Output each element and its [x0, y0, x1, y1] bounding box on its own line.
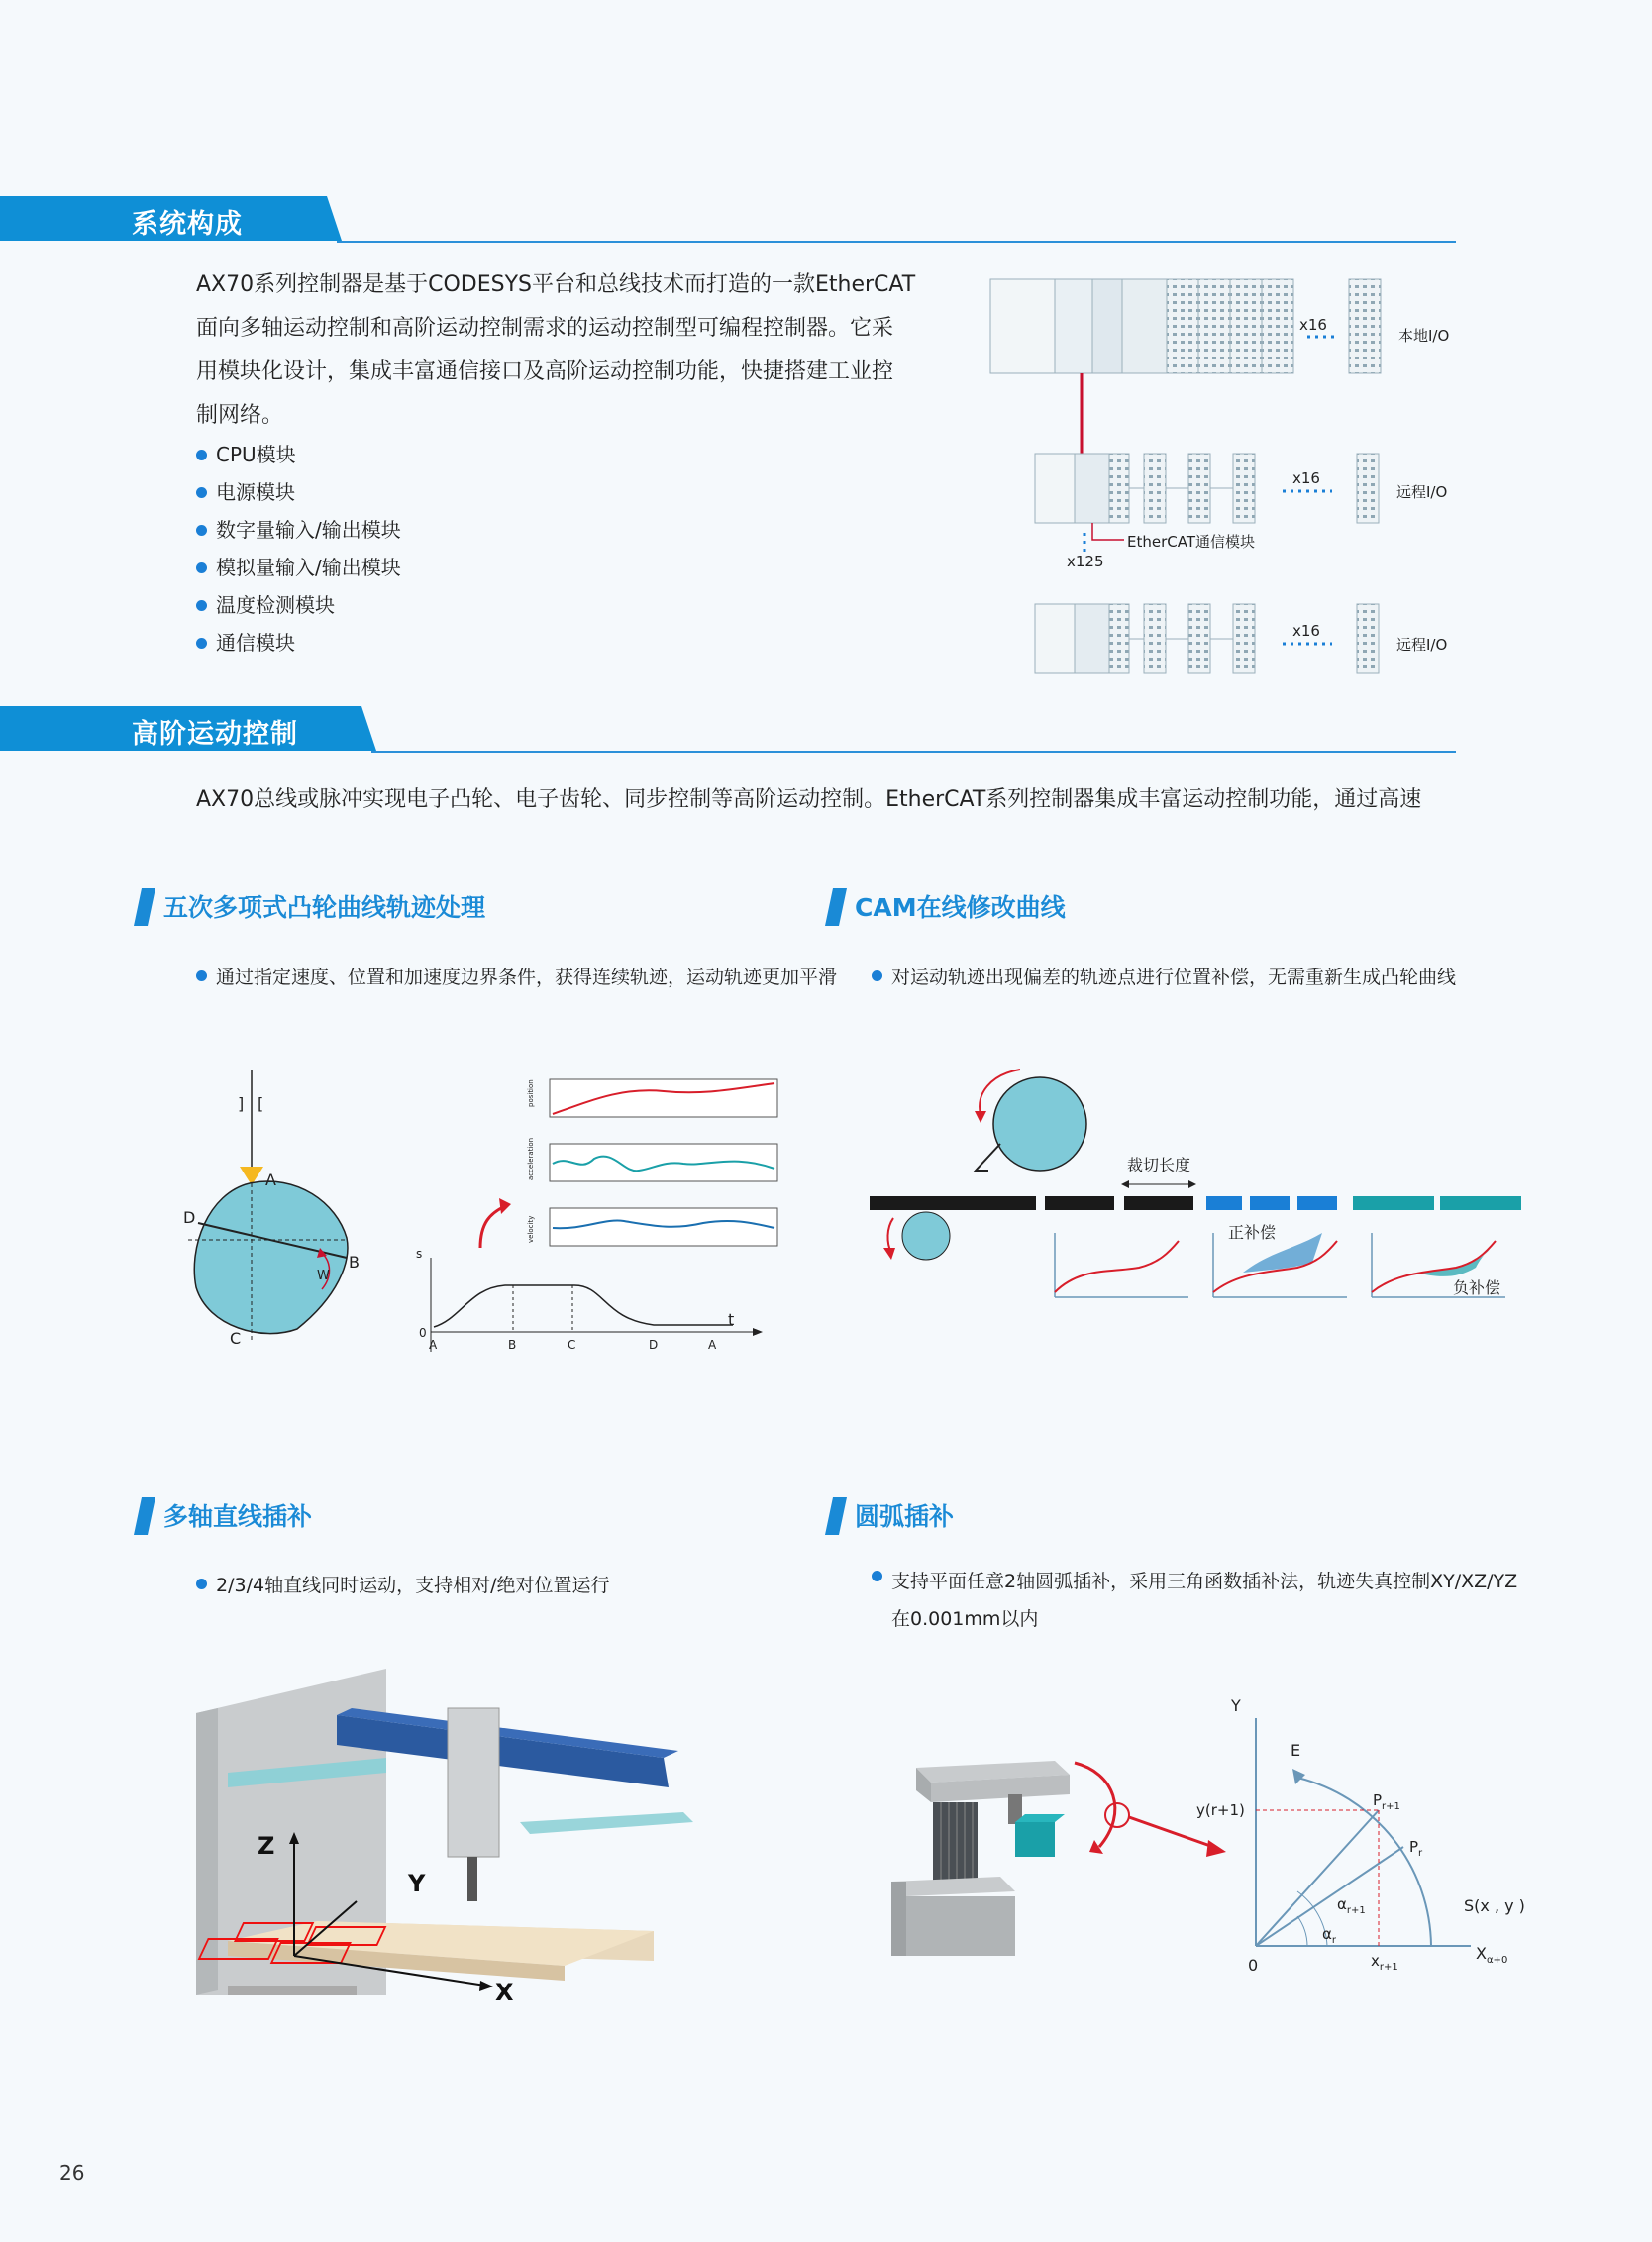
svg-text:position: position — [527, 1079, 535, 1107]
svg-text:A: A — [708, 1338, 717, 1352]
graph-positive — [1213, 1223, 1347, 1297]
local-io-label: 本地I/O — [1398, 327, 1450, 345]
system-diagram — [981, 267, 1496, 683]
svg-text:B: B — [349, 1253, 360, 1272]
svg-text:A: A — [265, 1171, 276, 1189]
para-line: AX70系列控制器是基于CODESYS平台和总线技术而打造的一款EtherCAT — [196, 272, 916, 297]
para-line: 用模块化设计，集成丰富通信接口及高阶运动控制功能，快捷搭建工业控 — [196, 359, 894, 384]
cut-length-label: 裁切长度 — [1127, 1156, 1191, 1174]
svg-text:B: B — [508, 1338, 517, 1352]
svg-text:xr+1: $x_{r+1}$ — [1371, 1952, 1398, 1973]
list-item: 模拟量输入/输出模块 — [196, 549, 401, 586]
graph-negative — [1372, 1233, 1505, 1297]
svg-text:velocity: velocity — [527, 1215, 535, 1243]
roller-top — [993, 1077, 1086, 1171]
linear-bullet: 2/3/4轴直线同时运动，支持相对/绝对位置运行 — [196, 1571, 609, 1597]
section-bar-system — [0, 196, 1456, 246]
svg-text:W: W — [317, 1269, 330, 1283]
arc-bullet — [872, 1563, 1517, 1638]
svg-text:D: D — [649, 1338, 659, 1352]
svg-text:D: D — [183, 1208, 196, 1227]
remote-rack-2 — [1035, 604, 1379, 673]
svg-text:0: 0 — [419, 1326, 427, 1340]
cam-poly-bullet: 通过指定速度、位置和加速度边界条件，获得连续轨迹，运动轨迹更加平滑 — [196, 963, 837, 989]
svg-text:X: X — [495, 1979, 514, 2006]
svg-text:Z: Z — [258, 1832, 275, 1860]
cam-online-figure — [862, 1060, 1525, 1327]
remote-io-label: 远程I/O — [1396, 483, 1448, 501]
velocity-plot — [527, 1208, 777, 1246]
subhead-title: 圆弧插补 — [855, 1502, 955, 1531]
list-item: 数字量输入/输出模块 — [196, 511, 401, 549]
list-item: 温度检测模块 — [196, 586, 401, 624]
svg-text:Pr+1: $P_{r+1}$ — [1373, 1791, 1400, 1812]
para-line: 制网络。 — [196, 403, 284, 428]
svg-text:Pr: $P_r$ — [1409, 1838, 1423, 1859]
svg-text:αr+1: $\alpha_{r+1}$ — [1337, 1895, 1366, 1916]
svg-text:Y: Y — [408, 1870, 426, 1897]
ethercat-label: EtherCAT通信模块 — [1127, 533, 1255, 551]
svg-text:t: t — [728, 1310, 735, 1329]
svg-text:C: C — [230, 1329, 242, 1348]
slash-icon — [134, 1497, 155, 1535]
para-line: 面向多轴运动控制和高阶运动控制需求的运动控制型可编程控制器。它采 — [196, 316, 894, 341]
svg-text:S(x , y ): S(x , y ) — [1464, 1896, 1525, 1915]
roller-bottom — [902, 1212, 950, 1260]
svg-text:E: E — [1291, 1741, 1301, 1760]
neg-comp-label: 负补偿 — [1453, 1278, 1501, 1297]
remote-rack-1 — [1035, 454, 1379, 523]
module-list — [196, 436, 401, 662]
list-item: 电源模块 — [196, 473, 401, 511]
svg-text:y(r+1): y(r+1) — [1196, 1801, 1245, 1819]
svg-text:C: C — [568, 1338, 576, 1352]
section-title: 高阶运动控制 — [132, 719, 298, 750]
svg-text:[: [ — [258, 1094, 264, 1113]
arc-bullet-line: 支持平面任意2轴圆弧插补，采用三角函数插补法，轨迹失真控制XY/XZ/YZ — [891, 1571, 1518, 1592]
cam-poly-figure — [178, 1060, 802, 1357]
cam-shape — [194, 1181, 348, 1334]
x16-label: x16 — [1292, 622, 1320, 640]
slash-icon — [825, 888, 847, 926]
system-paragraph — [196, 263, 949, 438]
linear-figure — [188, 1664, 723, 2010]
svg-text:Xα+0: $X_{\alpha+0}$ — [1476, 1944, 1508, 1966]
subhead-title: CAM在线修改曲线 — [855, 893, 1066, 922]
graph-original — [1055, 1233, 1188, 1297]
list-item: 通信模块 — [196, 624, 401, 662]
motion-intro: AX70总线或脉冲实现电子凸轮、电子齿轮、同步控制等高阶运动控制。EtherCAT系列控制器集成丰富运动控制功能，通过高速 — [196, 787, 1422, 812]
section-bar-motion — [0, 706, 1456, 756]
cam-online-bullet: 对运动轨迹出现偏差的轨迹点进行位置补偿，无需重新生成凸轮曲线 — [872, 963, 1456, 989]
svg-text:]: ] — [238, 1094, 245, 1113]
slash-icon — [134, 888, 155, 926]
svg-text:acceleration: acceleration — [527, 1137, 535, 1180]
page-number: 26 — [59, 2161, 85, 2185]
section-title: 系统构成 — [132, 209, 243, 240]
pos-comp-label: 正补偿 — [1228, 1223, 1277, 1242]
svg-text:A: A — [429, 1338, 438, 1352]
svg-text:s: s — [416, 1247, 423, 1261]
arc-bullet-line: 在0.001mm以内 — [891, 1608, 1039, 1630]
slash-icon — [825, 1497, 847, 1535]
subhead-title: 多轴直线插补 — [163, 1502, 313, 1531]
x16-label: x16 — [1299, 316, 1327, 334]
list-item: CPU模块 — [196, 436, 401, 473]
svg-text:αr: $\alpha_r$ — [1322, 1925, 1337, 1946]
arc-figure — [891, 1683, 1535, 2000]
svg-text:Y: Y — [1231, 1696, 1241, 1715]
remote-io-label: 远程I/O — [1396, 636, 1448, 654]
subhead-title: 五次多项式凸轮曲线轨迹处理 — [163, 893, 486, 922]
x125-label: x125 — [1067, 553, 1104, 570]
position-plot — [527, 1079, 777, 1117]
acceleration-plot — [527, 1138, 777, 1181]
svg-text:0: 0 — [1248, 1956, 1259, 1975]
x16-label: x16 — [1292, 469, 1320, 487]
